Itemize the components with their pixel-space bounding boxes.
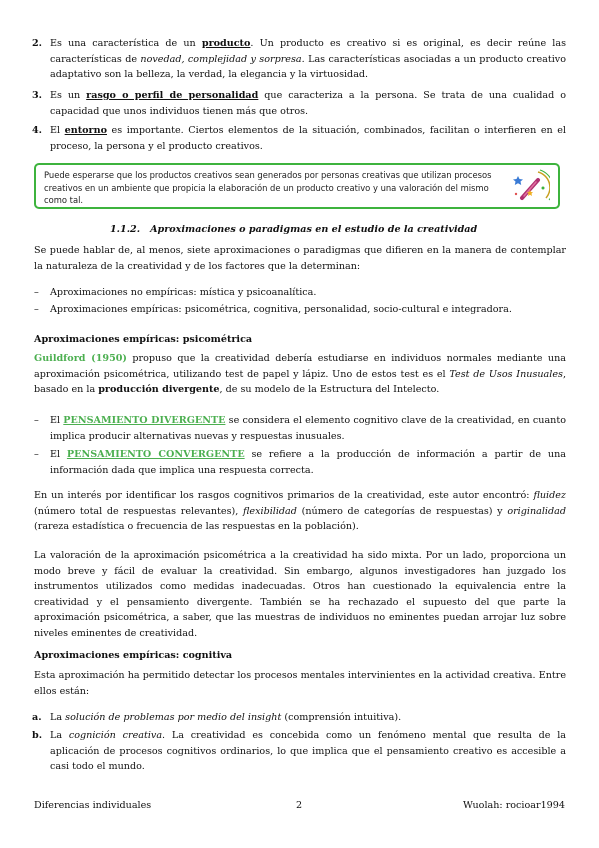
note-text: Puede esperarse que los productos creativos sean generados por personas creativas que utilizan procesos creativos en un ambiente que propicia la elaboración de un producto creativo y una valoración del mismo como tal. [44, 170, 492, 206]
section-title: 1.1.2. Aproximaciones o paradigmas en el estudio de la creatividad [110, 224, 478, 235]
keyword-entorno: entorno [64, 125, 107, 136]
keyword-convergente: PENSAMIENTO CONVERGENTE [66, 449, 245, 460]
list-item-3: 3. Es un rasgo o perfil de personalidad que caracteriza a la persona. Se trata de una cualidad o capacidad que unos individuos tienen más que otros. [32, 90, 567, 117]
keyword-producto: producto [201, 38, 251, 49]
footer-author: Wuolah: rocioar1994 [463, 800, 565, 811]
approach-item: – Aproximaciones no empíricas: mística y psicoanalítica. [34, 287, 317, 298]
keyword-rasgo: rasgo o perfil de personalidad [86, 90, 259, 101]
cognitive-intro: Esta aproximación ha permitido detectar los procesos mentales intervinientes en la actividad creativa. Entre ellos están: [34, 670, 566, 697]
psychometric-paragraph-2: En un interés por identificar los rasgos cognitivos primarios de la creatividad, este autor encontró: fluidez (número total de respuestas relevantes), flexibilidad (número de categorías de respuestas) y originalidad (rareza estadística o frecuencia de las respuestas en la población). [34, 490, 566, 533]
list-item-2: 2. Es una característica de un producto. Un producto es creativo si es original, es decir reúne las características de novedad, complejidad y sorpresa. Las características asociadas a un producto creativo adaptativo son la belleza, la verdad, la elegancia y la virtuosidad. [32, 38, 566, 81]
keyword-divergente: PENSAMIENTO DIVERGENTE [63, 415, 226, 426]
note-box [34, 163, 560, 209]
bullet-divergente: – El PENSAMIENTO DIVERGENTE se considera el elemento cognitivo clave de la creatividad, en cuanto implica producir alternativas nuevas y respuestas inusuales. [34, 415, 566, 442]
footer-page-number: 2 [296, 800, 303, 811]
creativity-wand-icon [510, 168, 550, 206]
footer-course: Diferencias individuales [34, 800, 152, 811]
intro-paragraph: Se puede hablar de, al menos, siete aproximaciones o paradigmas que difieren en la manera de contemplar la naturaleza de la creatividad y de los factores que la determinan: [34, 245, 566, 272]
author-citation: Guildford (1950) [34, 353, 127, 364]
approach-item: – Aproximaciones empíricas: psicométrica, cognitiva, personalidad, socio-cultural e integradora. [34, 304, 512, 315]
heading-psicometrica: Aproximaciones empíricas: psicométrica [34, 334, 253, 345]
cognitive-item-a: a. La solución de problemas por medio del insight (comprensión intuitiva). [32, 712, 402, 723]
psychometric-paragraph-3: La valoración de la aproximación psicométrica a la creatividad ha sido mixta. Por un lado, proporciona un modo breve y fácil de evaluar la creatividad. Sin embargo, algunos investigadores han juzgado los instrumentos utilizados como medidas inadecuadas. Otros han cuestionado la equivalencia entre la creatividad y el pensamiento divergente. También se ha rechazado el supuesto del que parte la aproximación psicométrica, a saber, que las muestras de individuos no eminentes puedan arrojar luz sobre niveles eminentes de creatividad. [34, 550, 566, 639]
bullet-convergente: – El PENSAMIENTO CONVERGENTE se refiere a la producción de información a partir de una información dada que implica una respuesta correcta. [34, 449, 566, 476]
heading-cognitiva: Aproximaciones empíricas: cognitiva [34, 650, 233, 661]
psychometric-paragraph-1: Guildford (1950) propuso que la creatividad debería estudiarse en individuos normales mediante una aproximación psicométrica, utilizando test de papel y lápiz. Uno de estos test es el Test de Usos Inusuales, basado en la producción divergente, de su modelo de la Estructura del Intelecto. [34, 353, 566, 396]
cognitive-item-b: b. La cognición creativa. La creatividad es concebida como un fenómeno mental que resulta de la aplicación de procesos cognitivos ordinarios, lo que implica que el pensamiento creativo es accesible a casi todo el mundo. [32, 730, 567, 773]
list-item-4: 4. El entorno es importante. Ciertos elementos de la situación, combinados, facilitan o interfieren en el proceso, la persona y el producto creativos. [32, 125, 566, 152]
